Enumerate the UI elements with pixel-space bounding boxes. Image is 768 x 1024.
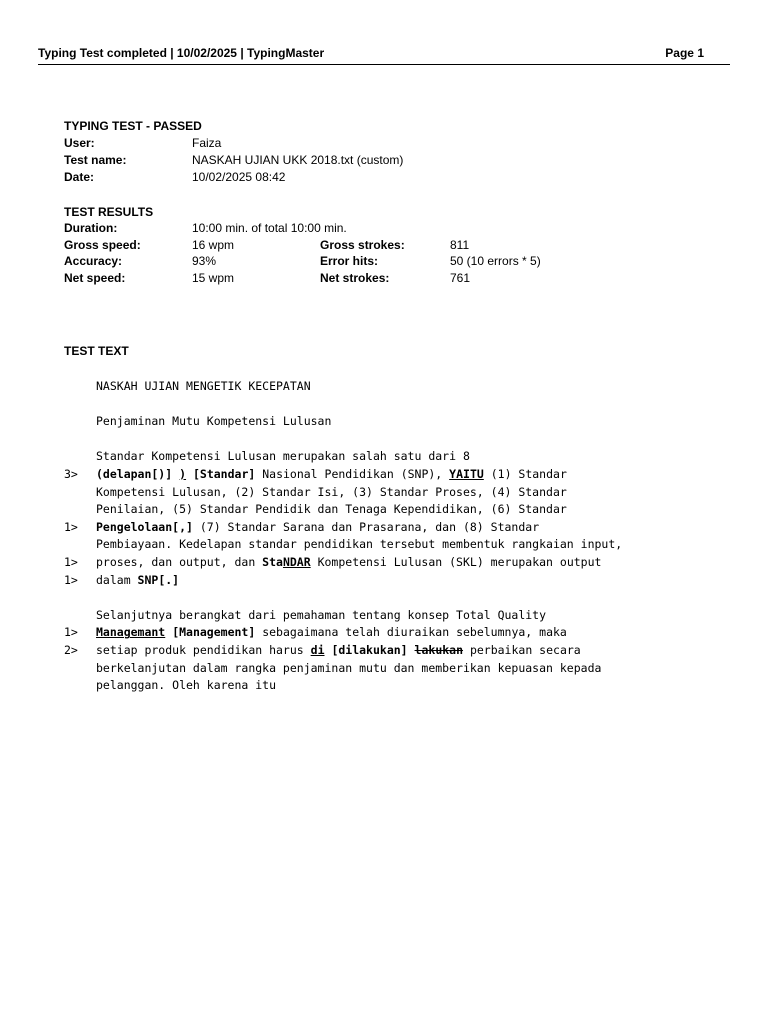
- text-segment: Standar Kompetensi Lulusan merupakan salah satu dari 8: [96, 449, 470, 464]
- correction-segment: (delapan[)]: [96, 467, 173, 481]
- date-value: 10/02/2025 08:42: [192, 170, 286, 184]
- gross-speed-label: Gross speed:: [64, 238, 141, 252]
- header-title: Typing Test completed | 10/02/2025 | TypingMaster: [38, 46, 325, 60]
- text-line: [64, 677, 276, 695]
- test-name-value: NASKAH UJIAN UKK 2018.txt (custom): [192, 153, 404, 167]
- text-segment: sebagaimana telah diuraikan sebelumnya, maka: [255, 625, 567, 640]
- text-segment: setiap produk pendidikan harus: [96, 643, 311, 657]
- text-segment: proses, dan output, dan: [96, 555, 263, 569]
- user-label: User:: [64, 136, 95, 150]
- text-segment: pelanggan. Oleh karena itu: [96, 678, 277, 693]
- text-line: [64, 448, 470, 466]
- text-line: [64, 660, 601, 678]
- text-line: [64, 431, 96, 449]
- user-value: Faiza: [192, 136, 222, 150]
- text-segment: dalam: [96, 572, 138, 587]
- text-segment: NASKAH UJIAN MENGETIK KECEPATAN: [96, 379, 311, 393]
- correction-segment: Sta: [262, 555, 283, 569]
- net-speed-label: Net speed:: [64, 271, 126, 285]
- text-segment: Kompetensi Lulusan (SKL) merupakan output: [310, 555, 602, 569]
- net-strokes-label: Net strokes:: [320, 271, 390, 285]
- text-segment: perbaikan secara: [463, 643, 581, 657]
- error-count-marker: 3>: [64, 467, 78, 481]
- text-line: [64, 607, 546, 625]
- net-strokes-value: 761: [450, 271, 471, 285]
- duration-value: 10:00 min. of total 10:00 min.: [192, 221, 347, 235]
- text-line: [64, 589, 96, 607]
- text-line: [64, 396, 96, 414]
- error-count-marker: 1>: [64, 519, 78, 534]
- page-number: Page 1: [665, 46, 704, 60]
- accuracy-value: 93%: [192, 254, 217, 268]
- text-segment: [186, 467, 193, 481]
- omitted-segment: lakukan: [414, 643, 464, 657]
- text-segment: [408, 643, 415, 657]
- text-line: [64, 536, 622, 554]
- text-segment: Kompetensi Lulusan, (2) Standar Isi, (3) Standar Proses, (4) Standar: [96, 484, 567, 499]
- correction-segment: SNP[.]: [137, 572, 180, 587]
- error-count-marker: 1>: [64, 555, 78, 569]
- correction-segment: Pengelolaan[,]: [96, 519, 193, 534]
- text-line: [64, 624, 567, 642]
- gross-speed-value: 16 wpm: [192, 238, 235, 252]
- text-segment: berkelanjutan dalam rangka penjaminan mutu dan memberikan kepuasan kepada: [96, 660, 602, 675]
- text-segment: Penilaian, (5) Standar Pendidik dan Tenaga Kependidikan, (6) Standar: [96, 502, 567, 517]
- text-line: [64, 554, 601, 572]
- test-text-title: TEST TEXT: [64, 344, 129, 358]
- error-hits-value: 50 (10 errors * 5): [450, 254, 541, 268]
- text-segment: (1) Standar: [483, 467, 567, 481]
- correction-segment: [dilakukan]: [331, 643, 408, 657]
- text-line: [64, 519, 539, 537]
- text-line: [64, 572, 179, 590]
- error-segment: YAITU: [449, 467, 484, 481]
- text-segment: Pembiayaan. Kedelapan standar pendidikan tersebut membentuk rangkaian input,: [96, 537, 623, 552]
- text-line: [64, 501, 567, 519]
- text-segment: (7) Standar Sarana dan Prasarana, dan (8) Standar: [192, 519, 540, 534]
- text-line: [64, 484, 567, 502]
- results-title: TEST RESULTS: [64, 205, 154, 219]
- date-label: Date:: [64, 170, 95, 184]
- text-segment: Penjaminan Mutu Kompetensi Lulusan: [96, 414, 332, 429]
- accuracy-label: Accuracy:: [64, 254, 123, 268]
- test-name-label: Test name:: [64, 153, 127, 167]
- gross-strokes-value: 811: [450, 238, 470, 252]
- error-segment: di: [310, 643, 325, 657]
- gross-strokes-label: Gross strokes:: [320, 238, 405, 252]
- error-count-marker: 2>: [64, 643, 78, 657]
- text-segment: Nasional Pendidikan (SNP),: [255, 467, 450, 481]
- summary-title: TYPING TEST - PASSED: [64, 119, 202, 133]
- text-line: [64, 378, 311, 396]
- text-segment: Selanjutnya berangkat dari pemahaman tentang konsep Total Quality: [96, 607, 547, 622]
- net-speed-value: 15 wpm: [192, 271, 235, 285]
- text-line: [64, 413, 331, 431]
- text-line: [64, 466, 567, 484]
- error-hits-label: Error hits:: [320, 254, 379, 268]
- correction-segment: [Management]: [172, 625, 256, 640]
- error-segment: Managemant: [96, 625, 166, 640]
- duration-label: Duration:: [64, 221, 118, 235]
- correction-segment: [Standar]: [192, 467, 256, 481]
- error-segment: ): [179, 467, 187, 481]
- page-header: [38, 44, 730, 65]
- error-count-marker: 1>: [64, 572, 78, 587]
- error-count-marker: 1>: [64, 625, 78, 640]
- error-segment: NDAR: [282, 555, 311, 569]
- text-line: [64, 642, 581, 660]
